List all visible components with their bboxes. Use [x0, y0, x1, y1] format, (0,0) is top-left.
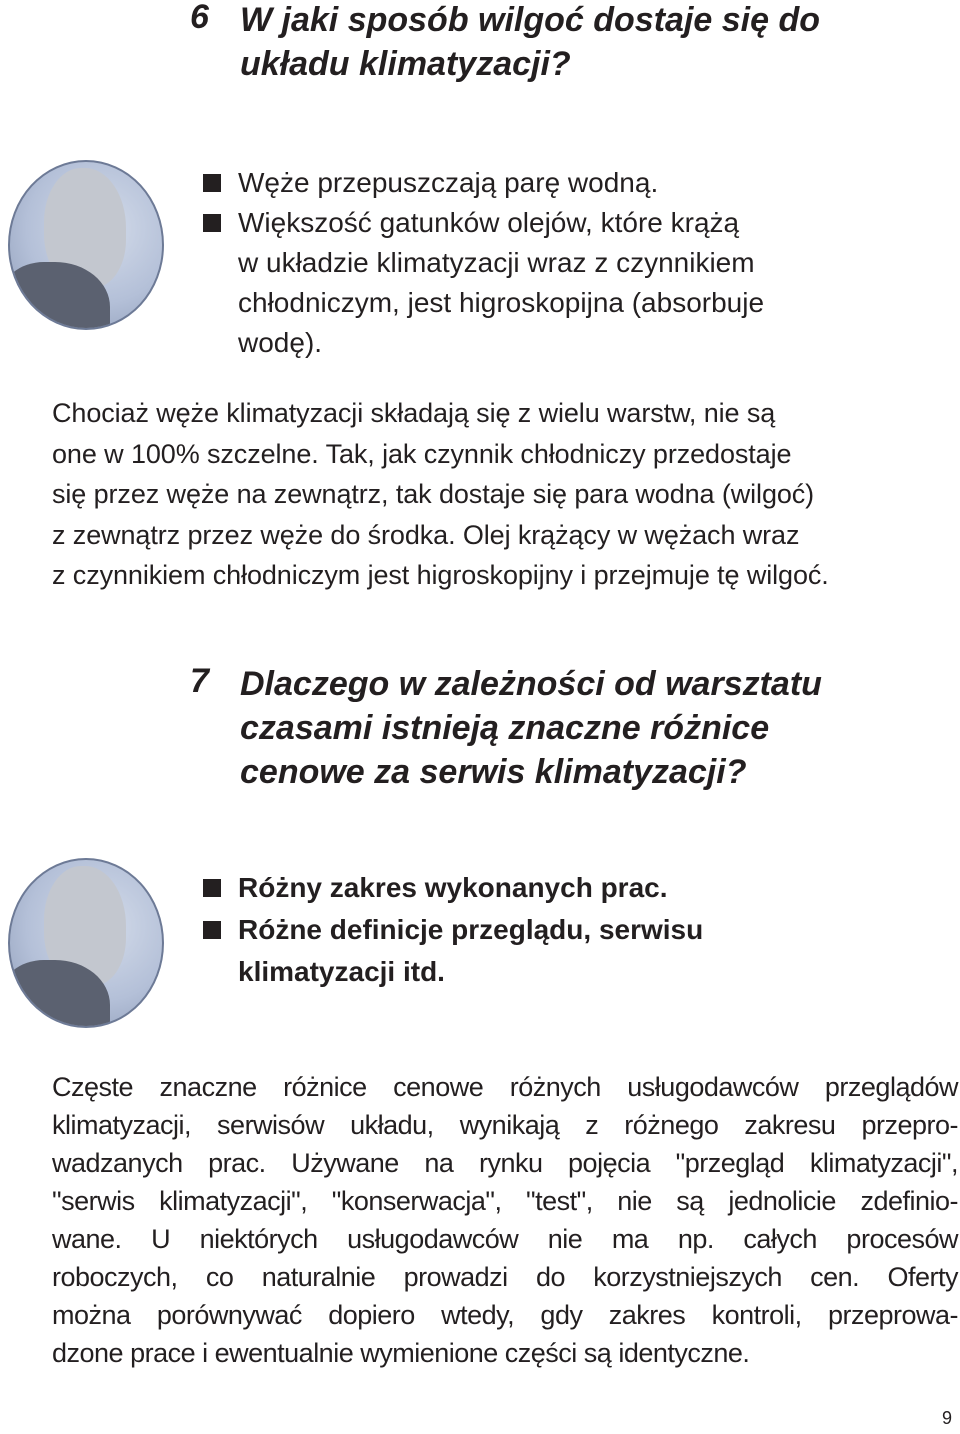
title-line: cenowe za serwis klimatyzacji?	[240, 753, 747, 791]
square-bullet-icon	[203, 879, 221, 897]
paragraph-line: roboczych, co naturalnie prowadzi do korzystniejszych cen. Oferty	[52, 1262, 958, 1292]
paragraph-line: dzone prace i ewentualnie wymienione części są identyczne.	[52, 1338, 750, 1368]
paragraph-line: z zewnątrz przez węże do środka. Olej krążący w wężach wraz	[52, 519, 800, 550]
bullet-item	[203, 868, 703, 908]
bullet-item	[203, 203, 764, 363]
square-bullet-icon	[203, 921, 221, 939]
expert-avatar	[8, 858, 164, 1028]
page-number: 9	[941, 1408, 952, 1428]
answer-paragraph	[52, 393, 829, 596]
bullet-text: Większość gatunków olejów, które krążą	[238, 207, 740, 238]
square-bullet-icon	[203, 214, 221, 232]
paragraph-line: Chociaż węże klimatyzacji składają się z wielu warstw, nie są	[52, 398, 776, 428]
paragraph-line: "serwis klimatyzacji", "konserwacja", "test", nie są jednolicie zdefinio-	[52, 1186, 958, 1216]
bullet-item	[203, 163, 764, 203]
paragraph-line: można porównywać dopiero wtedy, gdy zakres kontroli, przeprowa-	[52, 1300, 958, 1330]
paragraph-line: wane. U niektórych usługodawców nie ma np. całych procesów	[52, 1224, 958, 1254]
paragraph-line: z czynnikiem chłodniczym jest higroskopijny i przejmuje tę wilgoć.	[52, 560, 829, 590]
bullet-text: Różne definicje przeglądu, serwisu	[238, 914, 704, 945]
answer-paragraph	[52, 1068, 958, 1372]
question-number: 6	[190, 0, 209, 36]
bullet-text: Węże przepuszczają parę wodną.	[238, 167, 659, 198]
paragraph-line: się przez węże na zewnątrz, tak dostaje się para wodna (wilgoć)	[52, 479, 815, 509]
expert-avatar	[8, 160, 164, 330]
title-line: Dlaczego w zależności od warsztatu	[240, 665, 822, 703]
title-line: W jaki sposób wilgoć dostaje się do	[240, 1, 820, 39]
bullet-item	[203, 910, 703, 992]
bullet-text: wodę).	[238, 327, 323, 358]
question-number: 7	[190, 662, 209, 700]
answer-bullets	[203, 868, 703, 992]
paragraph-line: klimatyzacji, serwisów układu, wynikają z różnego zakresu przepro-	[52, 1110, 958, 1140]
title-line: czasami istnieją znaczne różnice	[240, 709, 770, 747]
paragraph-line: wadzanych prac. Używane na rynku pojęcia "przegląd klimatyzacji",	[52, 1148, 958, 1178]
bullet-text: klimatyzacji itd.	[238, 956, 445, 987]
bullet-text: chłodniczym, jest higroskopijna (absorbuje	[238, 287, 765, 318]
title-line: układu klimatyzacji?	[240, 45, 571, 83]
square-bullet-icon	[203, 174, 221, 192]
question-title	[240, 0, 820, 86]
answer-bullets	[203, 163, 764, 363]
paragraph-line: Częste znaczne różnice cenowe różnych usługodawców przeglądów	[52, 1072, 958, 1102]
paragraph-line: one w 100% szczelne. Tak, jak czynnik chłodniczy przedostaje	[52, 438, 792, 469]
bullet-text: w układzie klimatyzacji wraz z czynnikiem	[238, 247, 755, 278]
question-title	[240, 662, 822, 794]
bullet-text: Różny zakres wykonanych prac.	[238, 872, 668, 903]
